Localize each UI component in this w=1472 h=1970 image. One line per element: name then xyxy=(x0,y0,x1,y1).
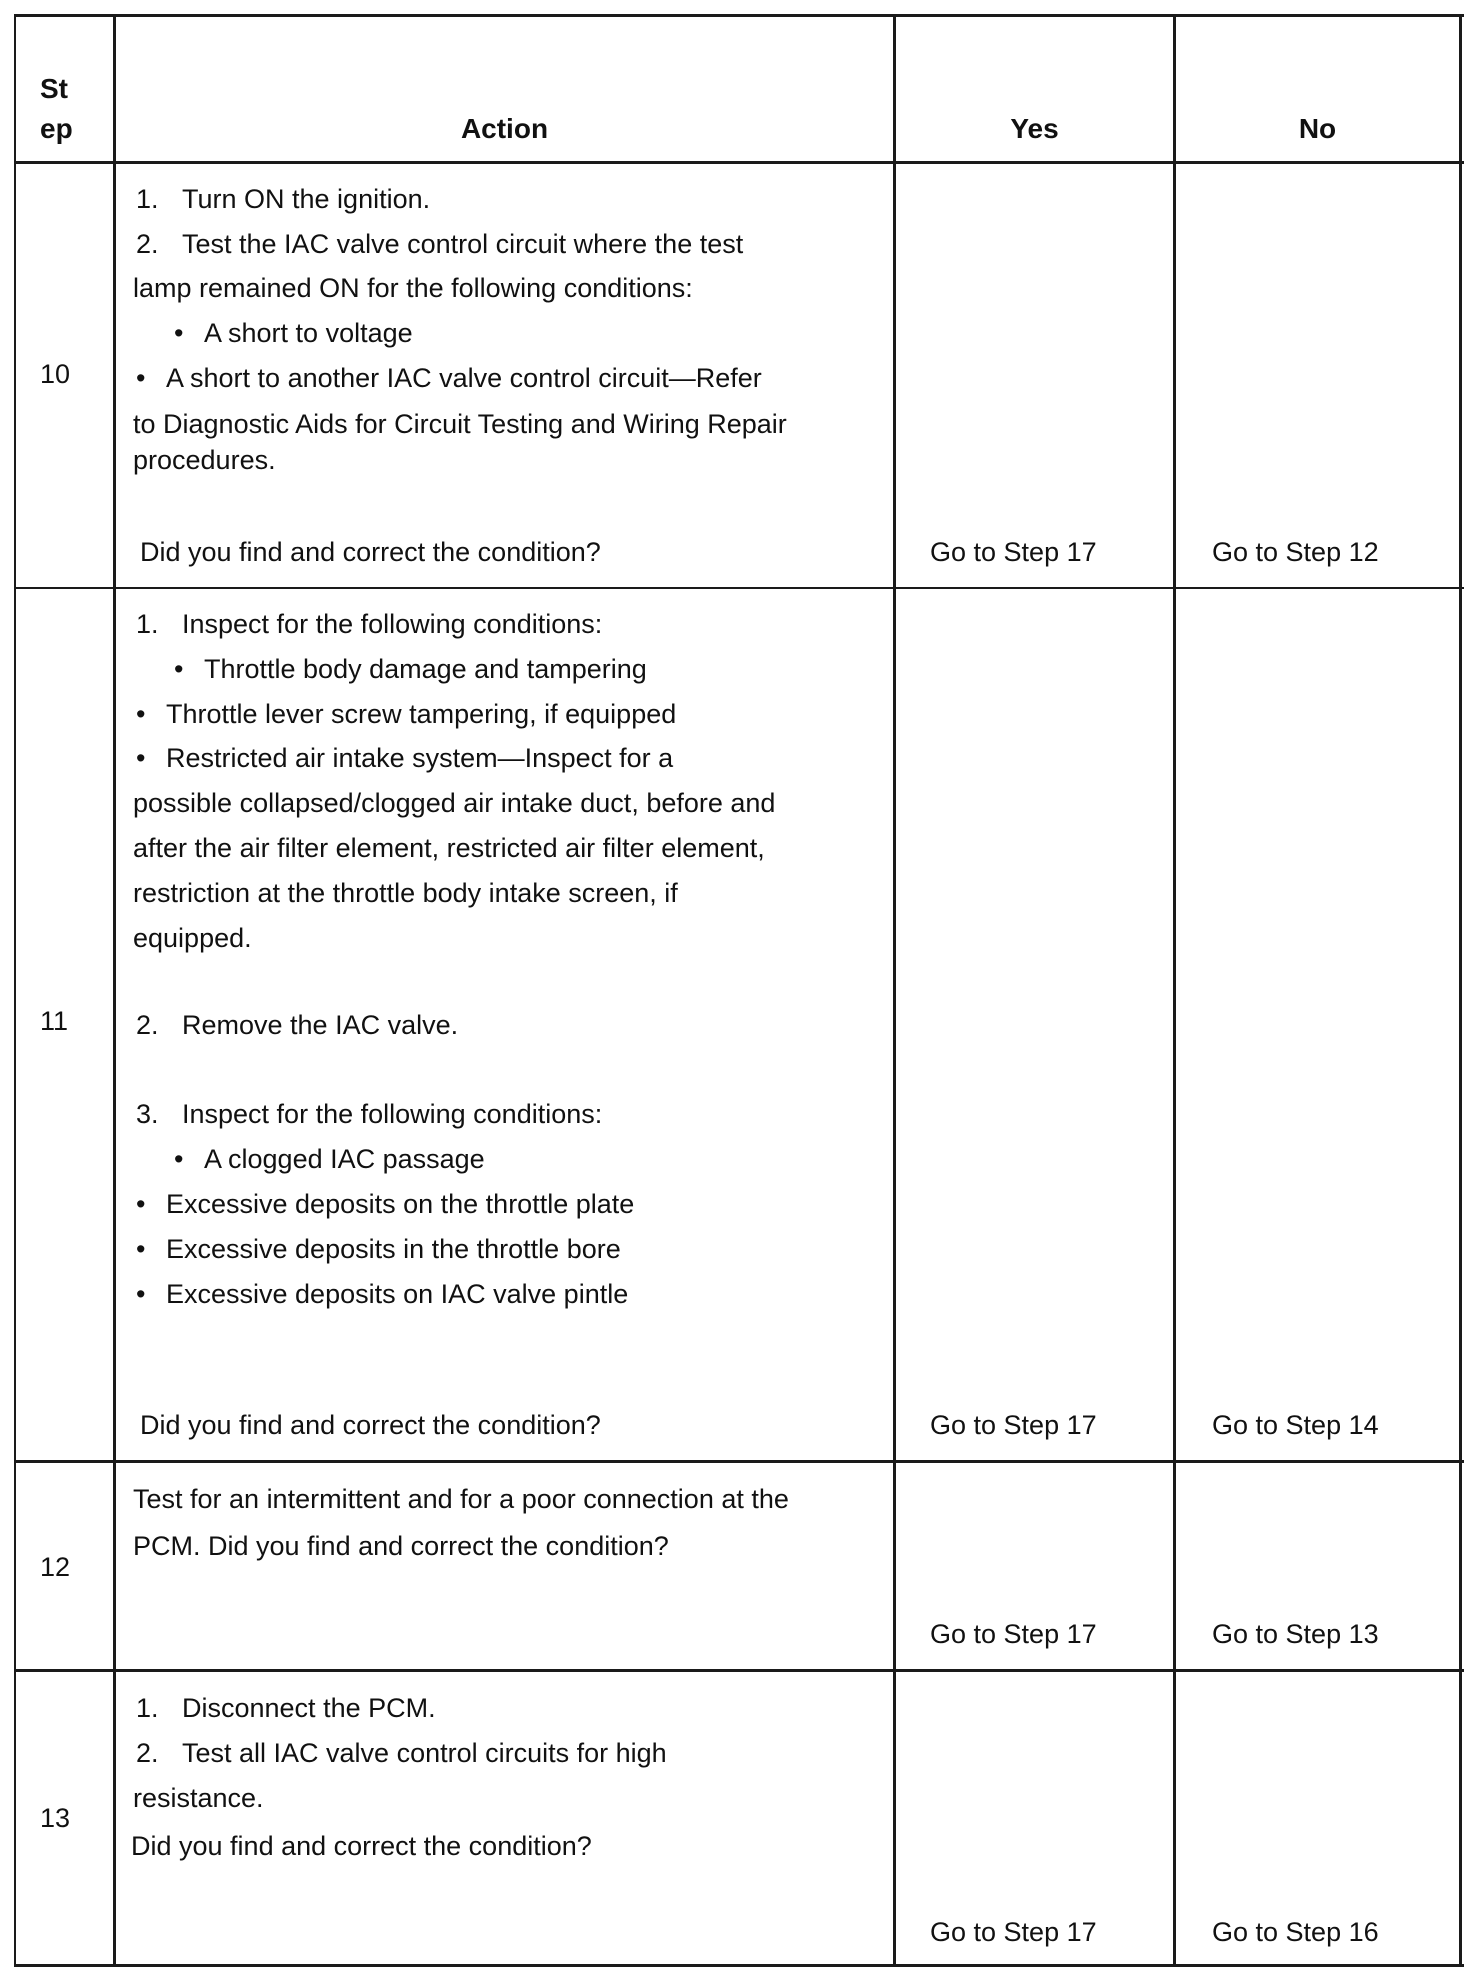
list-marker: 1. xyxy=(136,609,159,639)
row-11-line-14 xyxy=(136,1277,628,1311)
list-marker: 3. xyxy=(136,1099,159,1129)
row-11-step: 11 xyxy=(40,1006,69,1036)
action-text: Inspect for the following conditions: xyxy=(182,1099,603,1129)
list-marker: 1. xyxy=(136,1693,159,1723)
action-text: Restricted air intake system—Inspect for a xyxy=(166,743,674,773)
bullet-marker: • xyxy=(136,363,146,393)
row-10-question: Did you find and correct the condition? xyxy=(140,537,601,567)
header-divider xyxy=(14,161,1464,164)
row-10-no: Go to Step 12 xyxy=(1212,537,1379,567)
row-12-yes: Go to Step 17 xyxy=(930,1619,1097,1649)
action-text: A short to voltage xyxy=(204,318,413,348)
row-11-yes: Go to Step 17 xyxy=(930,1410,1097,1440)
row-11-line-3 xyxy=(136,697,676,731)
row-11-line-13 xyxy=(136,1232,621,1266)
row-11-no: Go to Step 14 xyxy=(1212,1410,1379,1440)
row-12-line-2 xyxy=(133,1529,669,1563)
row-10-line-6 xyxy=(133,407,787,441)
action-text: Remove the IAC valve. xyxy=(182,1010,459,1040)
action-text: Throttle body damage and tampering xyxy=(204,654,647,684)
row-11-line-8 xyxy=(133,921,252,955)
row-13-no: Go to Step 16 xyxy=(1212,1917,1379,1947)
row-10-line-3 xyxy=(133,271,693,305)
action-text: Test all IAC valve control circuits for high xyxy=(182,1738,667,1768)
action-text: to Diagnostic Aids for Circuit Testing and Wiring Repair xyxy=(133,409,787,439)
action-text: after the air filter element, restricted air filter element, xyxy=(133,833,765,863)
bullet-marker: • xyxy=(136,699,146,729)
row-11-line-5 xyxy=(133,786,775,820)
row-12-line-1 xyxy=(133,1482,789,1516)
action-text: Disconnect the PCM. xyxy=(182,1693,436,1723)
bullet-marker: • xyxy=(136,743,146,773)
header-no: No xyxy=(1298,113,1337,144)
table-border-left xyxy=(14,14,16,1967)
col-divider-step xyxy=(113,14,116,1967)
list-marker: 2. xyxy=(136,1010,159,1040)
bullet-marker: • xyxy=(174,318,184,348)
action-text: Turn ON the ignition. xyxy=(182,184,431,214)
row-11-line-6 xyxy=(133,831,765,865)
row-11-line-10 xyxy=(136,1097,602,1131)
action-text: A short to another IAC valve control circuit—Refer xyxy=(166,363,762,393)
bullet-marker: • xyxy=(136,1189,146,1219)
row-11-line-11 xyxy=(174,1142,485,1176)
row-13-line-1 xyxy=(136,1691,436,1725)
row-12-step: 12 xyxy=(40,1552,71,1582)
action-text: equipped. xyxy=(133,923,252,953)
bullet-marker: • xyxy=(136,1279,146,1309)
action-text: Excessive deposits in the throttle bore xyxy=(166,1234,621,1264)
row-10-line-4 xyxy=(174,316,413,350)
row-10-line-2 xyxy=(136,227,743,261)
list-marker: 2. xyxy=(136,1738,159,1768)
header-yes: Yes xyxy=(1010,113,1059,144)
header-step-line1: St xyxy=(40,73,68,104)
action-text: Throttle lever screw tampering, if equipped xyxy=(166,699,677,729)
list-marker: 1. xyxy=(136,184,159,214)
action-text: lamp remained ON for the following conditions: xyxy=(133,273,693,303)
action-text: Did you find and correct the condition? xyxy=(131,1831,592,1861)
row-13-step: 13 xyxy=(40,1803,71,1833)
row-10-line-1 xyxy=(136,182,430,216)
row-13-line-4 xyxy=(131,1829,592,1863)
row-12-no: Go to Step 13 xyxy=(1212,1619,1379,1649)
row-11-line-7 xyxy=(133,876,678,910)
row-11-line-2 xyxy=(174,652,647,686)
col-divider-yes xyxy=(1173,14,1176,1967)
row-10-step: 10 xyxy=(40,359,71,389)
row-13-line-3 xyxy=(133,1781,264,1815)
bullet-marker: • xyxy=(174,1144,184,1174)
row-10-yes: Go to Step 17 xyxy=(930,537,1097,567)
row-13-line-2 xyxy=(136,1736,667,1770)
action-text: restriction at the throttle body intake screen, if xyxy=(133,878,678,908)
bullet-marker: • xyxy=(136,1234,146,1264)
action-text: Test for an intermittent and for a poor connection at the xyxy=(133,1484,789,1514)
row-11-line-1 xyxy=(136,607,602,641)
action-text: possible collapsed/clogged air intake duct, before and xyxy=(133,788,776,818)
row-11-line-9 xyxy=(136,1008,458,1042)
list-marker: 2. xyxy=(136,229,159,259)
row-divider-11 xyxy=(14,1460,1464,1463)
table-border-top xyxy=(14,14,1464,17)
action-text: Excessive deposits on the throttle plate xyxy=(166,1189,635,1219)
action-text: resistance. xyxy=(133,1783,264,1813)
row-10-line-5 xyxy=(136,361,762,395)
action-text: Inspect for the following conditions: xyxy=(182,609,603,639)
action-text: PCM. Did you find and correct the condition? xyxy=(133,1531,669,1561)
row-13-yes: Go to Step 17 xyxy=(930,1917,1097,1947)
row-divider-12 xyxy=(14,1669,1464,1672)
action-text: Excessive deposits on IAC valve pintle xyxy=(166,1279,629,1309)
table-border-right xyxy=(1459,14,1462,1967)
header-step-line2: ep xyxy=(40,113,73,144)
action-text: A clogged IAC passage xyxy=(204,1144,485,1174)
row-10-line-7 xyxy=(133,443,276,477)
header-action: Action xyxy=(460,113,549,144)
action-text: Test the IAC valve control circuit where the test xyxy=(182,229,744,259)
row-11-question: Did you find and correct the condition? xyxy=(140,1410,601,1440)
row-11-line-4 xyxy=(136,741,673,775)
table-border-bottom xyxy=(14,1964,1464,1967)
bullet-marker: • xyxy=(174,654,184,684)
row-11-line-12 xyxy=(136,1187,634,1221)
action-text: procedures. xyxy=(133,445,276,475)
col-divider-action xyxy=(893,14,896,1967)
row-divider-10 xyxy=(14,587,1464,589)
